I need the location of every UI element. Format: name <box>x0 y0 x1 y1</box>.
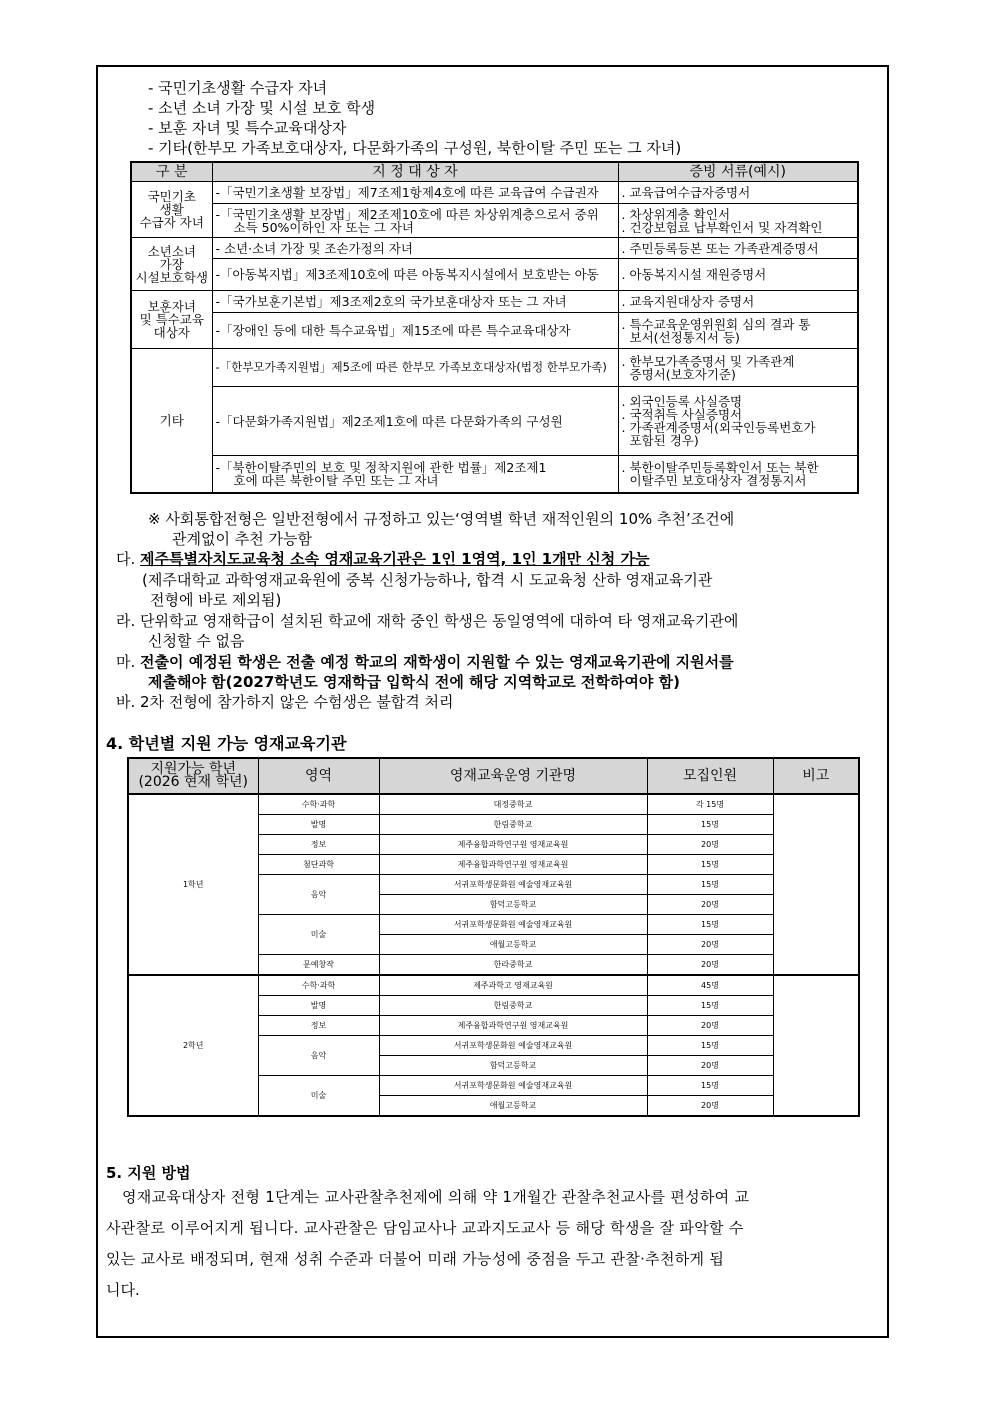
docs-cell: . 주민등록등본 또는 가족관계증명서 <box>618 238 858 259</box>
recruit-cell: 20명 <box>647 1096 773 1117</box>
institution-cell: 서귀포학생문화원 예술영재교육원 <box>379 1076 647 1096</box>
item-marker: 마. <box>116 653 136 671</box>
institution-cell: 서귀포학생문화원 예술영재교육원 <box>379 1036 647 1056</box>
column-header: 지 정 대 상 자 <box>212 162 618 182</box>
body-line: 사관찰로 이루어지게 됩니다. 교사관찰은 담임교사나 교과지도교사 등 해당 학생을 잘 파악할 수 <box>106 1219 744 1237</box>
body-line: 있는 교사로 배정되며, 현재 성취 수준과 더불어 미래 가능성에 중점을 두고 관찰·추천하게 됩 <box>106 1250 725 1268</box>
note-line: ※ 사회통합전형은 일반전형에서 규정하고 있는‘영역별 학년 재적인원의 10% 추천’조건에 <box>148 510 735 528</box>
docs-cell: . 외국인등록 사실증명 . 국적취득 사실증명서 . 가족관계증명서(외국인등록번호가 포함된 경우) <box>618 387 858 456</box>
recruit-cell: 15명 <box>647 815 773 835</box>
institution-cell: 함덕고등학교 <box>379 1056 647 1076</box>
institution-cell: 한림중학교 <box>379 815 647 835</box>
target-cell: - 소년·소녀 가장 및 조손가정의 자녀 <box>212 238 618 259</box>
recruit-cell: 15명 <box>647 996 773 1016</box>
target-cell: -「장애인 등에 대한 특수교육법」제15조에 따른 특수교육대상자 <box>212 313 618 349</box>
recruit-cell: 15명 <box>647 915 773 935</box>
remark-cell <box>773 794 859 975</box>
column-header: 증빙 서류(예시) <box>618 162 858 182</box>
category-cell: 국민기초 생활 수급자 자녀 <box>131 182 212 238</box>
column-header: 영역 <box>258 758 379 794</box>
table-row <box>128 794 859 815</box>
recruit-cell: 20명 <box>647 1056 773 1076</box>
body-line: 영재교육대상자 전형 1단계는 교사관찰추천제에 의해 약 1개월간 관찰추천교사를 편성하여 교 <box>122 1188 750 1206</box>
docs-cell: . 교육급여수급자증명서 <box>618 182 858 204</box>
area-cell: 수학·과학 <box>258 975 379 996</box>
institution-cell: 한라중학교 <box>379 955 647 976</box>
institution-cell: 제주융합과학연구원 영재교육원 <box>379 835 647 855</box>
institution-cell: 서귀포학생문화원 예술영재교육원 <box>379 915 647 935</box>
bullet-item: - 보훈 자녀 및 특수교육대상자 <box>148 119 347 137</box>
institution-cell: 함덕고등학교 <box>379 895 647 915</box>
column-header: 비고 <box>773 758 859 794</box>
item-ra: 신청할 수 없음 <box>148 632 245 650</box>
eligibility-table <box>130 161 859 494</box>
area-cell: 미술 <box>258 1076 379 1117</box>
remark-cell <box>773 975 859 1116</box>
table-row <box>128 975 859 996</box>
area-cell: 발명 <box>258 996 379 1016</box>
table-row <box>131 182 858 204</box>
item-ma <box>116 653 734 672</box>
bullet-item: - 국민기초생활 수급자 자녀 <box>148 79 328 97</box>
section-title: 5. 지원 방법 <box>106 1164 191 1182</box>
table-header-row <box>128 758 859 794</box>
table-row <box>131 313 858 349</box>
area-cell: 발명 <box>258 815 379 835</box>
column-header: 구 분 <box>131 162 212 182</box>
institution-cell: 애월고등학교 <box>379 935 647 955</box>
grade-cell: 1학년 <box>128 794 258 975</box>
table-row <box>131 456 858 493</box>
item-ma-text: 전출이 예정된 학생은 전출 예정 학교의 재학생이 지원할 수 있는 영재교육기관에 지원서를 <box>140 653 734 671</box>
table-row <box>131 387 858 456</box>
item-ma-text: 제출해야 함(2027학년도 영재학급 입학식 전에 해당 지역학교로 전학하여야 함) <box>148 673 680 691</box>
table-row <box>131 259 858 291</box>
area-cell: 음악 <box>258 875 379 915</box>
item-marker: 다. <box>116 550 136 568</box>
recruit-cell: 20명 <box>647 955 773 976</box>
recruit-cell: 15명 <box>647 1036 773 1056</box>
item-ra: 라. 단위학교 영재학급이 설치된 학교에 재학 중인 학생은 동일영역에 대하여 타 영재교육기관에 <box>116 612 739 630</box>
bullet-item: - 소년 소녀 가장 및 시설 보호 학생 <box>148 99 376 117</box>
recruit-cell: 20명 <box>647 835 773 855</box>
target-cell: -「국가보훈기본법」제3조제2호의 국가보훈대상자 또는 그 자녀 <box>212 291 618 313</box>
table-row <box>131 349 858 387</box>
item-da <box>116 550 649 569</box>
column-header: 모집인원 <box>647 758 773 794</box>
column-header: 지원가능 학년 (2026 현재 학년) <box>128 758 258 794</box>
institution-cell: 제주융합과학연구원 영재교육원 <box>379 855 647 875</box>
docs-cell: . 특수교육운영위원회 심의 결과 통 보서(선정통지서 등) <box>618 313 858 349</box>
docs-cell: . 아동복지시설 재원증명서 <box>618 259 858 291</box>
area-cell: 미술 <box>258 915 379 955</box>
institution-cell: 대정중학교 <box>379 794 647 815</box>
area-cell: 수학·과학 <box>258 794 379 815</box>
category-cell: 기타 <box>131 349 212 493</box>
area-cell: 정보 <box>258 1016 379 1036</box>
column-header: 영재교육운영 기관명 <box>379 758 647 794</box>
recruit-cell: 20명 <box>647 1016 773 1036</box>
target-cell: -「아동복지법」제3조제10호에 따른 아동복지시설에서 보호받는 아동 <box>212 259 618 291</box>
category-cell: 보훈자녀 및 특수교육 대상자 <box>131 291 212 349</box>
body-line: 니다. <box>106 1281 140 1299</box>
item-da-text: 제주특별자치도교육청 소속 영재교육기관은 1인 1영역, 1인 1개만 신청 가능 <box>140 550 650 568</box>
table-row <box>131 238 858 259</box>
institution-table <box>127 757 860 1117</box>
table-row <box>131 291 858 313</box>
item-da-sub: 전형에 바로 제외됨) <box>150 591 282 609</box>
recruit-cell: 20명 <box>647 895 773 915</box>
docs-cell: . 교육지원대상자 증명서 <box>618 291 858 313</box>
table-header-row <box>131 162 858 182</box>
docs-cell: . 북한이탈주민등록확인서 또는 북한 이탈주민 보호대상자 결정통지서 <box>618 456 858 493</box>
category-cell: 소년소녀 가장 시설보호학생 <box>131 238 212 291</box>
target-cell: -「북한이탈주민의 보호 및 정착지원에 관한 법률」제2조제1 호에 따른 북한이탈 주민 또는 그 자녀 <box>212 456 618 493</box>
institution-cell: 서귀포학생문화원 예술영재교육원 <box>379 875 647 895</box>
institution-cell: 애월고등학교 <box>379 1096 647 1117</box>
area-cell: 음악 <box>258 1036 379 1076</box>
item-ba: 바. 2차 전형에 참가하지 않은 수험생은 불합격 처리 <box>116 693 454 711</box>
institution-cell: 제주융합과학연구원 영재교육원 <box>379 1016 647 1036</box>
institution-cell: 한림중학교 <box>379 996 647 1016</box>
target-cell: -「국민기초생활 보장법」제2조제10호에 따른 차상위계층으로서 중위 소득 50%이하인 자 또는 그 자녀 <box>212 204 618 238</box>
grade-cell: 2학년 <box>128 975 258 1116</box>
recruit-cell: 각 15명 <box>647 794 773 815</box>
area-cell: 문예창작 <box>258 955 379 976</box>
section-title: 4. 학년별 지원 가능 영재교육기관 <box>106 734 347 753</box>
note-line: 관계없이 추천 가능함 <box>172 530 312 548</box>
recruit-cell: 15명 <box>647 1076 773 1096</box>
area-cell: 첨단과학 <box>258 855 379 875</box>
target-cell: -「국민기초생활 보장법」제7조제1항제4호에 따른 교육급여 수급권자 <box>212 182 618 204</box>
target-cell: -「한부모가족지원법」제5조에 따른 한부모 가족보호대상자(법정 한부모가족) <box>212 349 618 387</box>
bullet-item: - 기타(한부모 가족보호대상자, 다문화가족의 구성원, 북한이탈 주민 또는 그 자녀) <box>148 139 682 157</box>
recruit-cell: 20명 <box>647 935 773 955</box>
target-cell: -「다문화가족지원법」제2조제1호에 따른 다문화가족의 구성원 <box>212 387 618 456</box>
recruit-cell: 45명 <box>647 975 773 996</box>
recruit-cell: 15명 <box>647 855 773 875</box>
recruit-cell: 15명 <box>647 875 773 895</box>
docs-cell: . 한부모가족증명서 및 가족관계 증명서(보호자기준) <box>618 349 858 387</box>
area-cell: 정보 <box>258 835 379 855</box>
item-da-sub: (제주대학교 과학영재교육원에 중복 신청가능하나, 합격 시 도교육청 산하 영재교육기관 <box>142 571 713 589</box>
docs-cell: . 차상위계층 확인서 . 건강보험료 납부확인서 및 자격확인 <box>618 204 858 238</box>
table-row <box>131 204 858 238</box>
institution-cell: 제주과학고 영재교육원 <box>379 975 647 996</box>
